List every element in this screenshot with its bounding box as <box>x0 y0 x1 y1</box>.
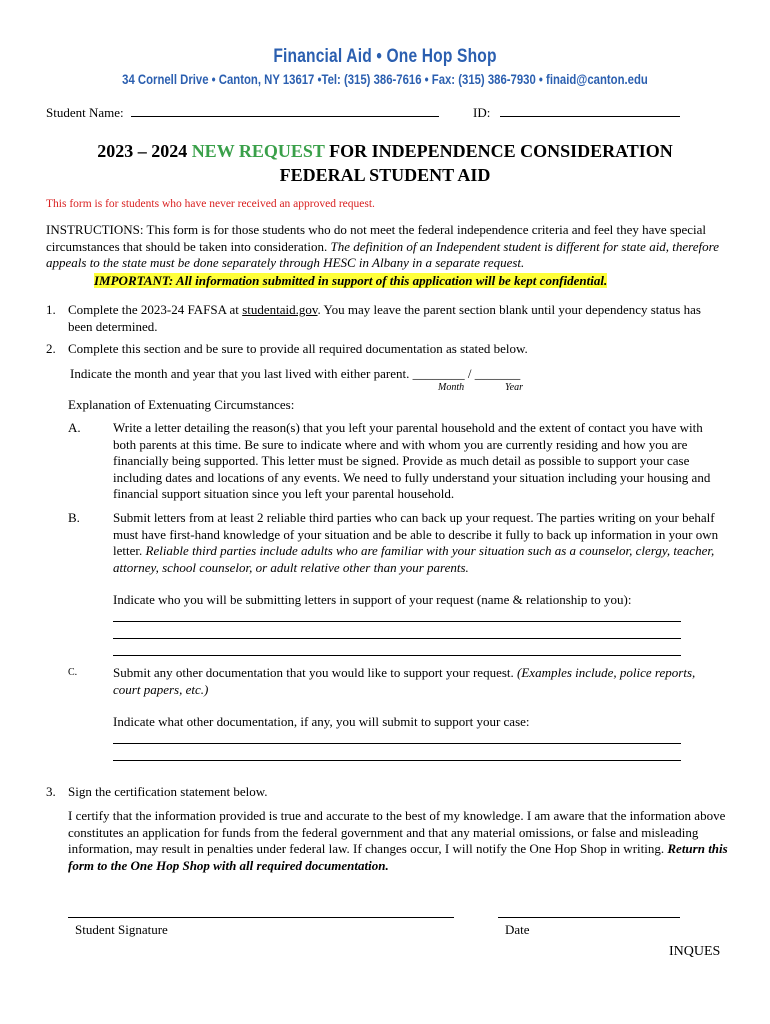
item-b-prompt: Indicate who you will be submitting letters in support of your request (name & relationship to you): <box>113 592 632 607</box>
student-name-line[interactable] <box>131 104 439 117</box>
instructions-text: INSTRUCTIONS: This form is for those students who do not meet the federal independence criteria and feel they have special circumstances that should be taken into consideration. <box>46 222 707 254</box>
step-1-before: Complete the 2023-24 FAFSA at <box>68 302 239 317</box>
step-2-number: 2. <box>46 341 56 356</box>
certification-text: I certify that the information provided is true and accurate to the best of my knowledge. I am aware that the information above constitutes an application for funds from the federal government and that any material omissions, or false and misleading information, may result in penalties under federal law. If changes occur, I will notify the One Hop Shop in writing. <box>68 808 726 856</box>
instructions-state-note: The definition of an Independent student is different for state aid, therefore appeals to the state must be done separately through HESC in Albany in a separate request. <box>46 238 719 270</box>
important-text: IMPORTANT: All information submitted in support of this application will be kept confidential. <box>94 273 608 288</box>
title-new-request: NEW REQUEST <box>191 141 325 161</box>
documentation-line-1[interactable] <box>113 743 681 744</box>
item-b-italic: Reliable third parties include adults who are familiar with your situation such as a counselor, clergy, teacher, attorney, school counselor, or adult relative other than your parents. <box>113 543 715 575</box>
signature-label: Student Signature <box>75 922 168 937</box>
fafsa-link[interactable]: studentaid.gov <box>242 302 318 317</box>
step-1-number: 1. <box>46 302 56 317</box>
step-1-after: . You may leave the parent section blank until your dependency status has been determined. <box>68 302 701 334</box>
office-title: Financial Aid • One Hop Shop <box>273 46 497 67</box>
important-notice <box>94 273 607 290</box>
third-party-line-1[interactable] <box>113 621 681 622</box>
title-rest: FOR INDEPENDENCE CONSIDERATION <box>329 141 673 161</box>
student-name-label: Student Name: <box>46 105 124 120</box>
office-contact: 34 Cornell Drive • Canton, NY 13617 •Tel: (315) 386-7616 • Fax: (315) 386-7930 • finaid@canton.edu <box>122 72 648 87</box>
item-c-italic: (Examples include, police reports, court papers, etc.) <box>113 665 696 697</box>
date-label: Date <box>505 922 530 937</box>
step-3-text: Sign the certification statement below. <box>68 784 268 799</box>
form-code: INQUES <box>669 944 721 959</box>
item-c-prompt: Indicate what other documentation, if any, you will submit to support your case: <box>113 714 530 729</box>
student-id-label: ID: <box>473 105 491 120</box>
item-c-label: C. <box>68 667 78 678</box>
item-c-text <box>113 665 713 698</box>
item-c-main: Submit any other documentation that you would like to support your request. <box>113 665 514 680</box>
student-id-field[interactable] <box>473 104 680 122</box>
step-2-text: Complete this section and be sure to provide all required documentation as stated below. <box>68 341 528 356</box>
item-a-label: A. <box>68 420 81 435</box>
third-party-line-3[interactable] <box>113 655 681 656</box>
instructions-block <box>46 222 732 272</box>
third-party-line-2[interactable] <box>113 638 681 639</box>
form-title <box>0 139 770 163</box>
form-subtitle: FEDERAL STUDENT AID <box>279 165 491 185</box>
item-a-text: Write a letter detailing the reason(s) that you left your parental household and the extent of contact you have with both parents at this time. Be sure to indicate where and with whom you are currently residing and how you are financially being supported. This letter must be signed. Provide as much detail as possible to support your case including dates and locations of any events. We need to fully understand your situation including your housing and financial support situation since you left your parental household. <box>113 420 711 501</box>
item-b-main: Submit letters from at least 2 reliable third parties who can back up your request. The parties writing on your behalf must have first-hand knowledge of your situation and be able to describe it fully to back up information in your own letter. <box>113 510 719 558</box>
title-year: 2023 – 2024 <box>97 141 188 161</box>
date-line[interactable] <box>498 917 680 918</box>
documentation-line-2[interactable] <box>113 760 681 761</box>
student-id-line[interactable] <box>500 104 680 117</box>
step-1-text <box>68 302 708 335</box>
signature-line[interactable] <box>68 917 454 918</box>
eligibility-notice: This form is for students who have never received an approved request. <box>46 198 375 210</box>
month-label: Month <box>438 382 465 393</box>
last-lived-prompt[interactable]: Indicate the month and year that you last lived with either parent. ________ / _______ <box>70 366 521 381</box>
return-instruction: Return this form to the One Hop Shop with all required documentation. <box>68 841 728 873</box>
step-3-number: 3. <box>46 784 56 799</box>
explanation-label: Explanation of Extenuating Circumstances: <box>68 397 295 412</box>
certification-statement <box>68 808 730 874</box>
item-b-label: B. <box>68 510 80 525</box>
item-b-text <box>113 510 725 576</box>
student-name-field[interactable] <box>46 104 439 122</box>
year-label: Year <box>505 382 523 393</box>
